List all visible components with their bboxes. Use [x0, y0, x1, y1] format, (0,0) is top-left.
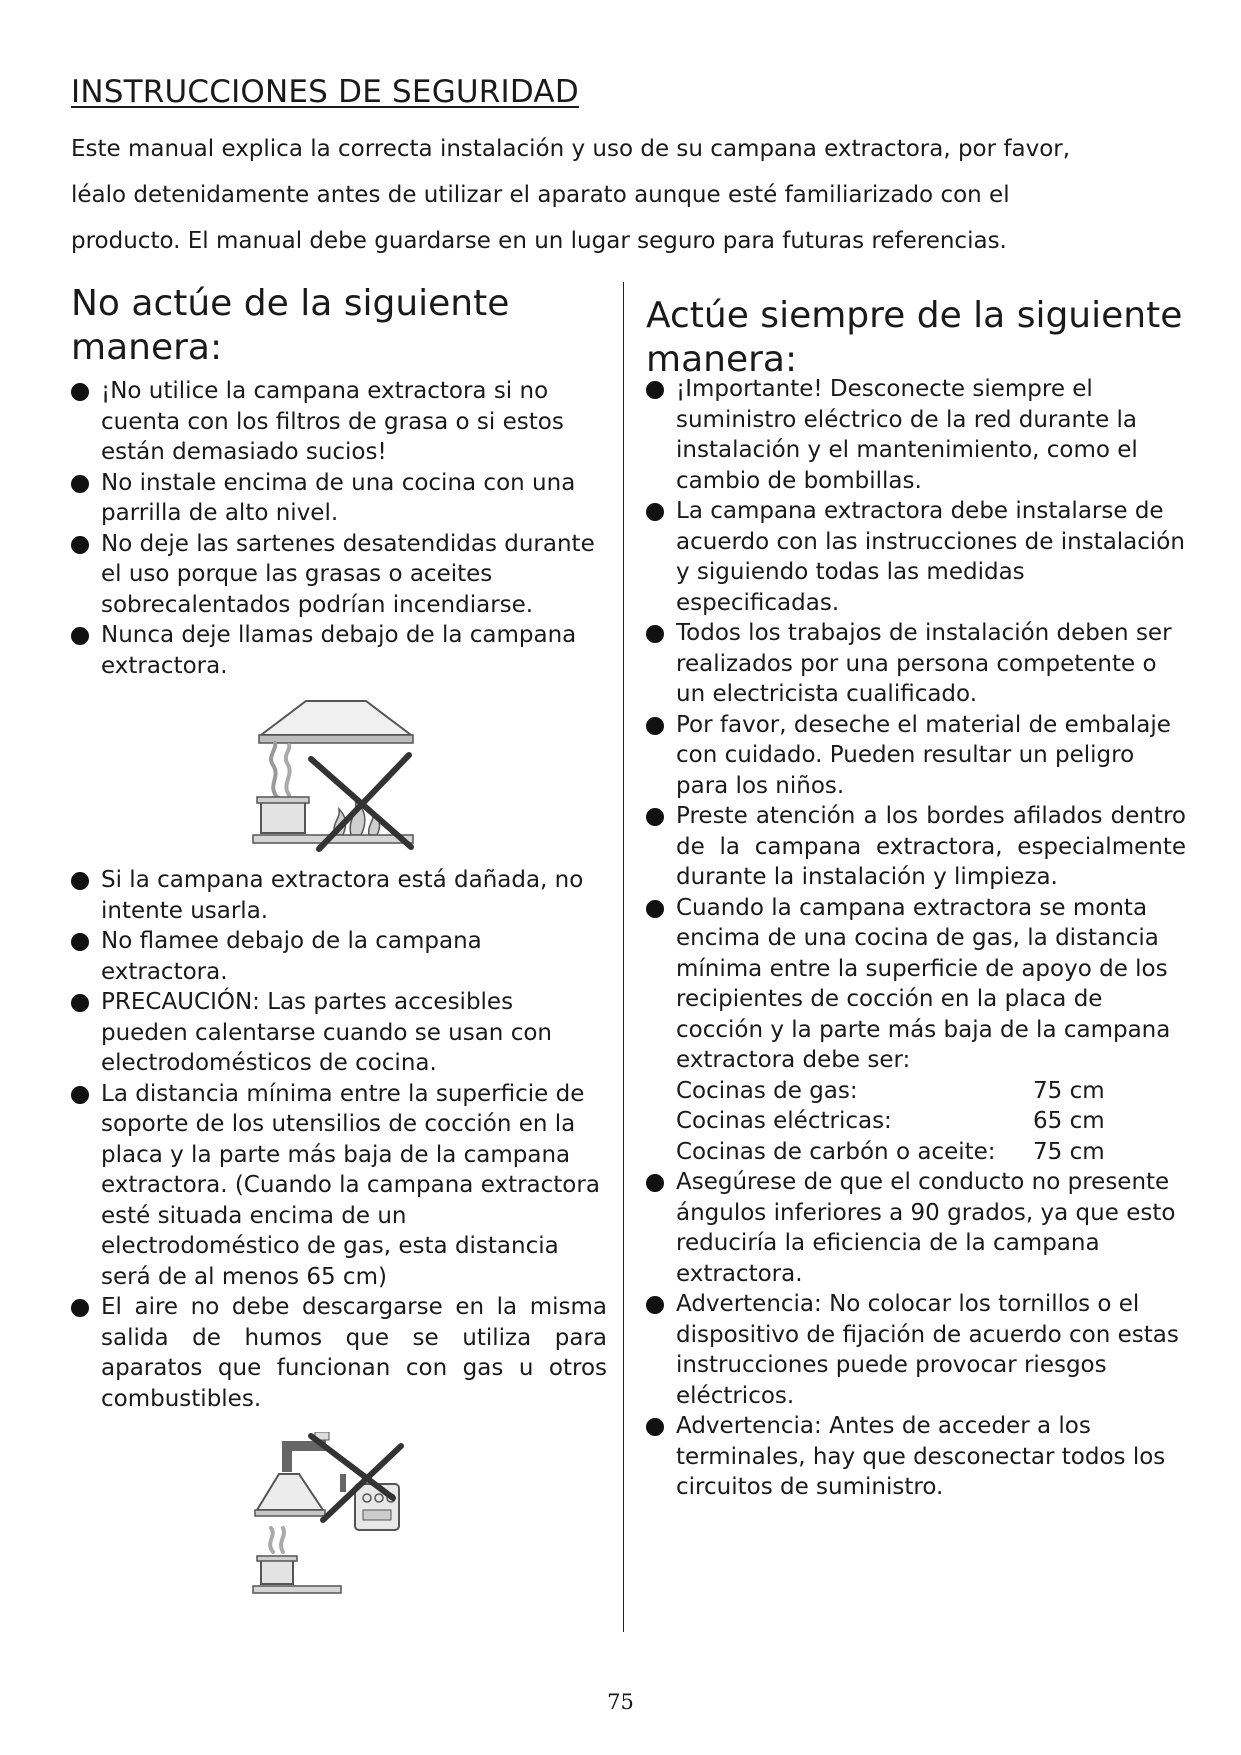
- list-item: No deje las sartenes desatendidas durante el uso porque las grasas o aceites sobrecalentados podrían incendiarse.: [71, 529, 607, 621]
- list-item: ¡No utilice la campana extractora si no cuenta con los filtros de grasa o si estos están demasiado sucios!: [71, 376, 607, 468]
- bullet-icon: [71, 383, 89, 401]
- bullet-icon: [71, 994, 89, 1012]
- list-item: La distancia mínima entre la superficie de soporte de los utensilios de cocción en la placa y la parte más baja de la campana extractora. (Cuando la campana extractora esté situada encima de un electrodoméstico de gas, esta distancia será de al menos 65 cm): [71, 1079, 607, 1293]
- list-item: PRECAUCIÓN: Las partes accesibles pueden calentarse cuando se usan con electrodomésticos de cocina.: [71, 987, 607, 1079]
- distance-row: Cocinas de gas: 75 cm: [676, 1077, 1105, 1104]
- list-item: Asegúrese de que el conducto no presente ángulos inferiores a 90 grados, ya que esto reduciría la eficiencia de la campana extractora.: [646, 1167, 1186, 1289]
- bullet-icon: [646, 1174, 664, 1192]
- bullet-icon: [71, 536, 89, 554]
- do-column: [646, 294, 1186, 1503]
- bullet-icon: [646, 625, 664, 643]
- list-item: Todos los trabajos de instalación deben ser realizados por una persona competente o un electricista cualificado.: [646, 618, 1186, 710]
- list-item: Advertencia: No colocar los tornillos o el dispositivo de fijación de acuerdo con estas instrucciones puede provocar riesgos eléctricos.: [646, 1289, 1186, 1411]
- list-item: Advertencia: Antes de acceder a los terminales, hay que desconectar todos los circuitos de suministro.: [646, 1411, 1186, 1503]
- column-divider: [623, 282, 624, 1632]
- bullet-icon: [646, 503, 664, 521]
- bullet-icon: [71, 1086, 89, 1104]
- bullet-icon: [646, 808, 664, 826]
- list-item: La campana extractora debe instalarse de acuerdo con las instrucciones de instalación y siguiendo todas las medidas especificadas.: [646, 496, 1186, 618]
- list-item: Nunca deje llamas debajo de la campana extractora.: [71, 620, 607, 681]
- distance-row: Cocinas de carbón o aceite: 75 cm: [676, 1138, 1105, 1165]
- page-number: 75: [607, 1690, 634, 1714]
- bullet-icon: [71, 1299, 89, 1317]
- bullet-icon: [646, 1418, 664, 1436]
- no-flame-under-hood-icon: [251, 697, 421, 857]
- list-item: Preste atención a los bordes afilados dentro de la campana extractora, especialmente durante la instalación y limpieza.: [646, 801, 1186, 893]
- bullet-icon: [71, 627, 89, 645]
- dont-heading: No actúe de la siguiente manera:: [71, 283, 510, 368]
- list-item: No instale encima de una cocina con una parrilla de alto nivel.: [71, 468, 607, 529]
- list-item: El aire no debe descargarse en la misma salida de humos que se utiliza para aparatos que funcionan con gas u otros combustibles.: [71, 1292, 607, 1414]
- list-item: ¡Importante! Desconecte siempre el suministro eléctrico de la red durante la instalación y el mantenimiento, como el cambio de bombillas.: [646, 374, 1186, 496]
- intro-line: producto. El manual debe guardarse en un lugar seguro para futuras referencias.: [71, 228, 1007, 254]
- dont-list: [71, 376, 607, 681]
- bullet-icon: [646, 900, 664, 918]
- bullet-icon: [646, 717, 664, 735]
- bullet-icon: [71, 933, 89, 951]
- list-item: No flamee debajo de la campana extractora.: [71, 926, 607, 987]
- intro-line: léalo detenidamente antes de utilizar el aparato aunque esté familiarizado con el: [71, 182, 1010, 208]
- bullet-icon: [646, 381, 664, 399]
- dont-list-continued: [71, 865, 607, 1414]
- list-item: Por favor, deseche el material de embalaje con cuidado. Pueden resultar un peligro para los niños.: [646, 710, 1186, 802]
- bullet-icon: [71, 475, 89, 493]
- do-list: [646, 374, 1186, 1503]
- intro-paragraph: [71, 126, 1191, 264]
- bullet-icon: [646, 1296, 664, 1314]
- page-title: INSTRUCCIONES DE SEGURIDAD: [71, 74, 579, 110]
- bullet-icon: [71, 872, 89, 890]
- do-heading: Actúe siempre de la siguiente manera:: [646, 295, 1183, 380]
- list-item: Cuando la campana extractora se monta encima de una cocina de gas, la distancia mínima entre la superficie de apoyo de los recipientes de cocción en la placa de cocción y la parte más baja de la campana extractora debe ser: Cocinas de gas: 75 cm Cocinas eléctricas: 65 cm Cocinas de carbón o aceite: 75 cm: [646, 893, 1186, 1168]
- distance-row: Cocinas eléctricas: 65 cm: [676, 1108, 1105, 1134]
- list-item: Si la campana extractora está dañada, no intente usarla.: [71, 865, 607, 926]
- dont-column: [71, 282, 607, 1610]
- no-shared-gas-flue-icon: [251, 1432, 421, 1602]
- intro-line: Este manual explica la correcta instalación y uso de su campana extractora, por favor,: [71, 136, 1071, 162]
